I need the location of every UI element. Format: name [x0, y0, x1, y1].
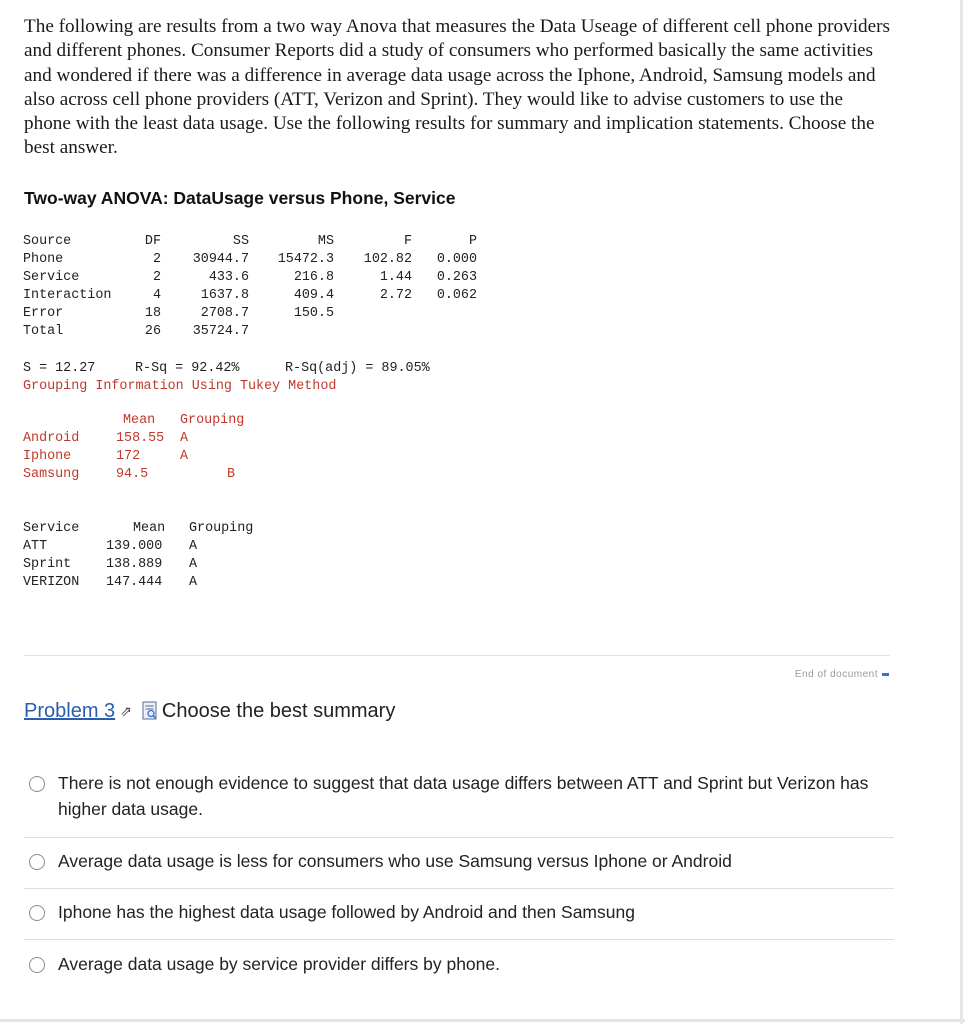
anova-cell: 35724.7	[192, 324, 249, 339]
anova-row	[23, 287, 477, 305]
service-mean: 138.889	[106, 557, 163, 572]
problem-link[interactable]: Problem 3	[24, 700, 116, 722]
anova-cell: 216.8	[293, 270, 334, 285]
phone-grouping-header-label: Grouping	[180, 413, 245, 428]
divider	[24, 655, 890, 656]
anova-cell: 18	[144, 306, 161, 321]
anova-cell: Service	[23, 270, 80, 285]
anova-header-cell: Source	[23, 234, 72, 249]
service-grouping-header-label: Grouping	[189, 521, 254, 536]
phone-name: Android	[23, 431, 80, 446]
anova-cell: Error	[23, 306, 64, 321]
anova-cell: 26	[144, 324, 161, 339]
anova-row	[23, 251, 477, 269]
anova-cell: 30944.7	[192, 252, 249, 267]
anova-cell	[334, 305, 412, 323]
radio-button[interactable]	[29, 905, 45, 921]
answer-option-label: Iphone has the highest data usage followed by Android and then Samsung	[58, 902, 635, 922]
phone-mean: 172	[116, 449, 141, 464]
phone-mean: 94.5	[116, 467, 149, 482]
anova-header-cell: F	[403, 234, 412, 249]
anova-header-row	[23, 233, 477, 251]
anova-cell: 4	[152, 288, 161, 303]
phone-name: Iphone	[23, 449, 72, 464]
problem-header	[24, 698, 395, 724]
answer-option-label: Average data usage is less for consumers who use Samsung versus Iphone or Android	[58, 851, 732, 871]
phone-group: A	[180, 431, 189, 446]
external-link-icon[interactable]: ⇗	[120, 703, 132, 719]
answer-option-label: Average data usage by service provider differs by phone.	[58, 954, 500, 974]
service-header: Service	[23, 521, 80, 536]
phone-group: A	[180, 449, 189, 464]
anova-cell: 15472.3	[277, 252, 334, 267]
divider	[24, 939, 894, 940]
panel-border	[960, 0, 963, 1024]
answer-option-label: There is not enough evidence to suggest that data usage differs between ATT and Sprint but Verizon has higher data usage.	[58, 773, 869, 819]
anova-cell: Phone	[23, 252, 64, 267]
anova-cell: 2708.7	[200, 306, 249, 321]
anova-cell: 150.5	[293, 306, 334, 321]
anova-cell: 2	[152, 252, 161, 267]
rsq-adj-value: R-Sq(adj) = 89.05%	[285, 361, 430, 376]
divider	[24, 888, 894, 889]
answer-option[interactable]	[24, 899, 894, 927]
anova-cell: 2.72	[379, 288, 412, 303]
anova-cell: 0.263	[436, 270, 477, 285]
anova-cell: 102.82	[363, 252, 412, 267]
answer-option[interactable]	[24, 951, 894, 979]
anova-cell	[249, 323, 334, 341]
anova-cell: 0.000	[436, 252, 477, 267]
end-of-document-marker	[795, 669, 889, 680]
rsq-value: R-Sq = 92.42%	[135, 361, 240, 376]
anova-cell: Interaction	[23, 288, 112, 303]
service-group: A	[189, 575, 198, 590]
anova-header-cell: DF	[144, 234, 161, 249]
anova-cell: 409.4	[293, 288, 334, 303]
anova-row	[23, 305, 477, 323]
anova-table	[23, 233, 477, 341]
radio-button[interactable]	[29, 776, 45, 792]
question-intro: The following are results from a two way Anova that measures the Data Useage of different cell phone providers and different phones. Consumer Reports did a study of consumers who performed basically the same activities and wondered if there was a difference in average data usage across the Iphone, Android, Samsung models and also across cell phone providers (ATT, Verizon and Sprint). They would like to advise customers to use the phone with the least data usage. Use the following results for summary and implication statements. Choose the best answer.	[24, 16, 890, 159]
service-mean-header: Mean	[133, 521, 166, 536]
anova-cell: 0.062	[436, 288, 477, 303]
anova-cell: 2	[152, 270, 161, 285]
anova-cell: 1637.8	[200, 288, 249, 303]
anova-cell	[412, 305, 477, 323]
anova-cell: 433.6	[208, 270, 249, 285]
grouping-title: Grouping Information Using Tukey Method	[23, 379, 337, 394]
end-marker-icon	[882, 673, 889, 676]
service-name: ATT	[23, 539, 48, 554]
s-value: S = 12.27	[23, 361, 96, 376]
service-group: A	[189, 557, 198, 572]
answer-option[interactable]	[24, 770, 894, 824]
anova-header-cell: MS	[317, 234, 334, 249]
radio-button[interactable]	[29, 854, 45, 870]
end-of-document-label: End of document	[794, 669, 878, 680]
service-name: VERIZON	[23, 575, 80, 590]
anova-header-cell: SS	[232, 234, 249, 249]
panel-border	[0, 1019, 965, 1022]
problem-prompt: Choose the best summary	[161, 700, 396, 722]
radio-button[interactable]	[29, 957, 45, 973]
phone-mean: 158.55	[116, 431, 165, 446]
phone-mean-header: Mean	[123, 413, 156, 428]
service-mean: 139.000	[106, 539, 163, 554]
divider	[24, 837, 894, 838]
anova-row	[23, 323, 477, 341]
document-icon	[142, 701, 158, 720]
phone-name: Samsung	[23, 467, 80, 482]
anova-cell: Total	[23, 324, 64, 339]
anova-cell	[412, 323, 477, 341]
anova-row	[23, 269, 477, 287]
anova-header-cell: P	[468, 234, 477, 249]
service-name: Sprint	[23, 557, 72, 572]
answer-option[interactable]	[24, 848, 894, 876]
service-group: A	[189, 539, 198, 554]
anova-cell: 1.44	[379, 270, 412, 285]
service-mean: 147.444	[106, 575, 163, 590]
phone-group: B	[227, 467, 236, 482]
anova-cell	[334, 323, 412, 341]
anova-title: Two-way ANOVA: DataUsage versus Phone, Service	[24, 188, 456, 208]
